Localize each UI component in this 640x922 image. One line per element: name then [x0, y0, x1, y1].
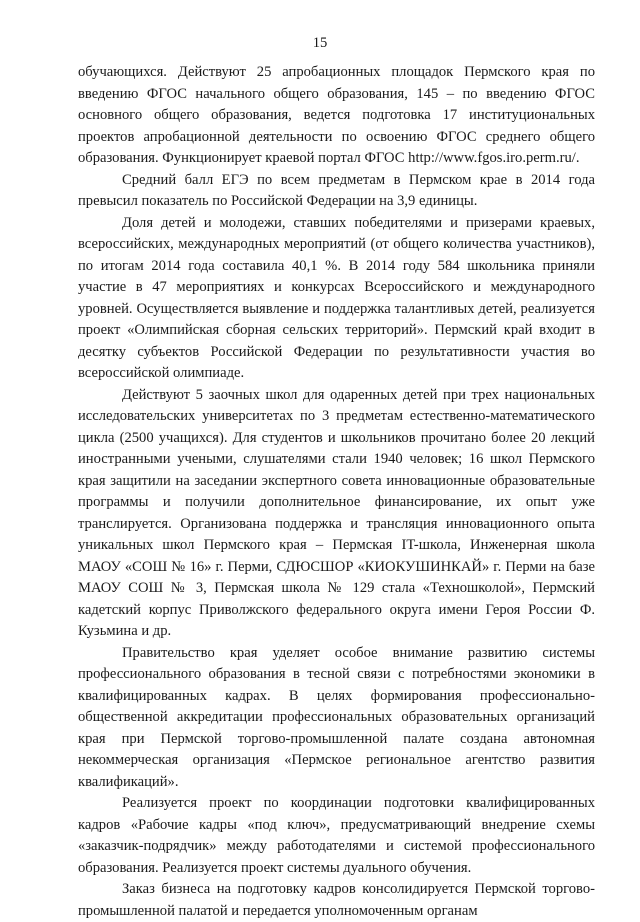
paragraph-turnkey-project: Реализуется проект по координации подготовки квалифицированных кадров «Рабочие кадры «под ключ», предусматривающий внедрение схемы «заказчик-подрядчик» между работодателями и системой профессионального образования. Реализуется проект системы дуального обучения.: [78, 795, 595, 876]
paragraph-fgos-continuation: обучающихся. Действуют 25 апробационных площадок Пермского края по введению ФГОС начального общего образования, 145 – по введению ФГОС основного общего образования, ведется подготовка 17 институциональных проектов апробационной деятельности по освоению ФГОС среднего общего образования. Функционирует краевой портал ФГОС http://www.fgos.iro.perm.ru/.: [78, 64, 595, 166]
paragraph-professional-education: Правительство края уделяет особое внимание развитию системы профессионального образования в тесной связи с потребностями экономики в квалифицированных кадрах. В целях формирования профессионально-общественной аккредитации профессиональных образовательных организаций края при Пермской торгово-промышленной палате создана автономная некоммерческая организация «Пермское региональное агентство развития квалификаций».: [78, 644, 595, 790]
paragraph-business-order: Заказ бизнеса на подготовку кадров консолидируется Пермской торгово-промышленной палатой и передается уполномоченным органам: [78, 881, 595, 919]
paragraph-ege-score: Средний балл ЕГЭ по всем предметам в Пермском крае в 2014 года превысил показатель по Российской Федерации на 3,9 единицы.: [78, 171, 595, 209]
document-body: [78, 62, 595, 922]
page-number: 15: [312, 35, 328, 51]
paragraph-winners-share: Доля детей и молодежи, ставших победителями и призерами краевых, всероссийских, международных мероприятий (от общего количества участников), по итогам 2014 года составила 40,1 %. В 2014 году 584 школьника приняли участие в 47 мероприятиях и конкурсах Всероссийского и международного уровней. Осуществляется выявление и поддержка талантливых детей, реализуется проект «Олимпийская сборная сельских территорий». Пермский край входит в десятку субъектов Российской Федерации по результативности участия во всероссийской олимпиаде.: [78, 214, 595, 381]
paragraph-correspondence-schools: Действуют 5 заочных школ для одаренных детей при трех национальных исследовательских университетах по 3 предметам естественно-математического цикла (2500 учащихся). Для студентов и школьников прочитано более 20 лекций иностранными учеными, слушателями стали 1940 человек; 16 школ Пермского края защитили на заседании экспертного совета инновационные образовательные программы и получили дополнительное финансирование, их опыт уже транслируется. Организована поддержка и трансляция инновационного опыта уникальных школ Пермского края – Пермская IT-школа, Инженерная школа МАОУ «СОШ № 16» г. Перми, СДЮСШОР «КИОКУШИНКАЙ» г. Перми на базе МАОУ СОШ № 3, Пермская школа № 129 стала «Техношколой», Пермский кадетский корпус Приволжского федерального округа имени Героя России Ф. Кузьмина и др.: [78, 386, 595, 639]
